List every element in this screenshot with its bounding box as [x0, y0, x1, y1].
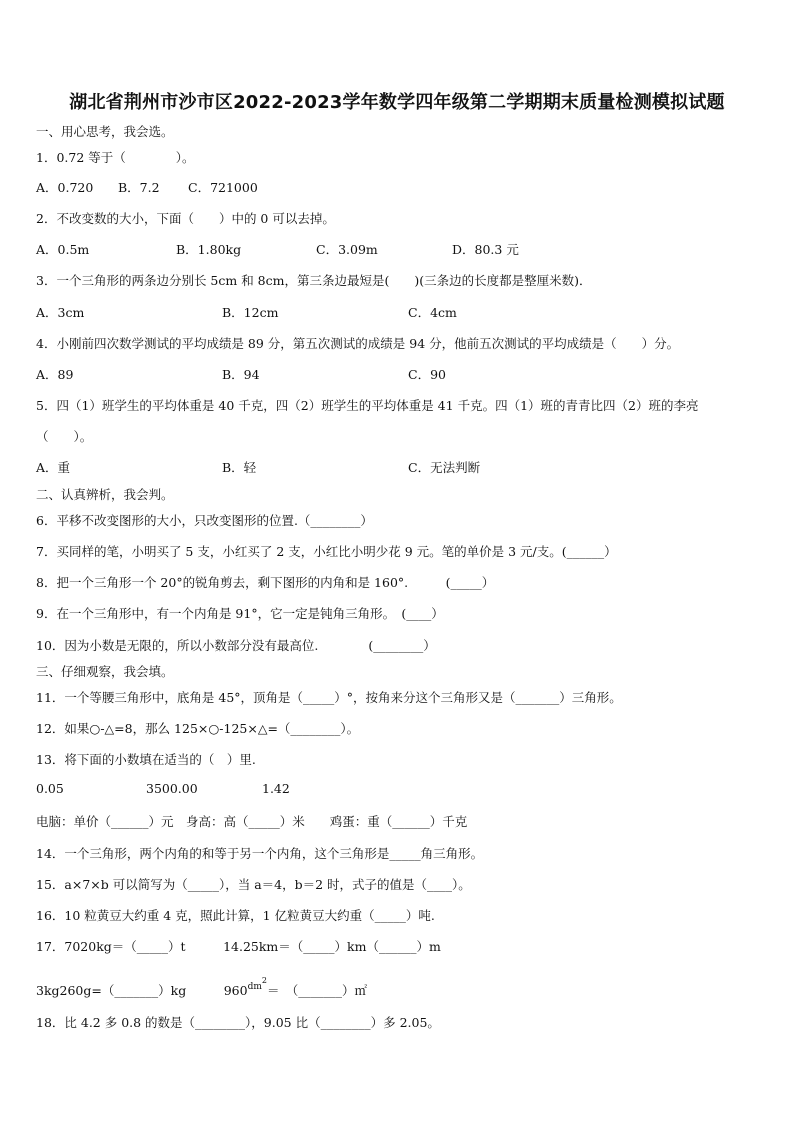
question-5-continuation: （ ）。 — [36, 429, 93, 444]
q4-option-b: B．94 — [222, 367, 260, 382]
question-8: 8．把一个三角形一个 20°的锐角剪去，剩下图形的内角和是 160°. (_____） — [36, 575, 495, 590]
section-heading: 三、仔细观察，我会填。 — [36, 664, 174, 679]
question-5: 5．四（1）班学生的平均体重是 40 千克，四（2）班学生的平均体重是 41 千克。四（1）班的青青比四（2）班的李亮 — [36, 398, 699, 413]
q5-option-c: C．无法判断 — [408, 460, 481, 475]
question-14: 14．一个三角形，两个内角的和等于另一个内角，这个三角形是_____角三角形。 — [36, 846, 484, 861]
question-12: 12．如果○-△=8，那么 125×○-125×△=（________）。 — [36, 721, 360, 736]
q13-number-2: 3500.00 — [146, 781, 198, 796]
section-heading: 二、认真辨析，我会判。 — [36, 487, 174, 502]
question-17-second-line — [36, 976, 367, 999]
question-11: 11．一个等腰三角形中，底角是 45°，顶角是（_____）°，按角来分这个三角形又是（_______）三角形。 — [36, 690, 622, 705]
question-3: 3．一个三角形的两条边分别长 5cm 和 8cm，第三条边最短是( )(三条边的长度都是整厘米数)． — [36, 273, 592, 288]
q17-unit: dm — [247, 982, 262, 992]
q1-option-b: B．7.2 — [118, 180, 160, 195]
page-title: 湖北省荆州市沙市区2022-2023学年数学四年级第二学期期末质量检测模拟试题 — [69, 92, 725, 113]
question-10: 10．因为小数是无限的，所以小数部分没有最高位. (________） — [36, 638, 436, 653]
question-2: 2．不改变数的大小，下面（ ）中的 0 可以去掉。 — [36, 211, 335, 226]
q13-number-3: 1.42 — [262, 781, 290, 796]
question-15: 15．a×7×b 可以简写为（_____），当 a＝4，b＝2 时，式子的值是（____）。 — [36, 877, 471, 892]
question-17: 17．7020kg＝（_____）t 14.25km＝（_____）km（______）m — [36, 939, 441, 954]
q3-option-c: C．4cm — [408, 305, 457, 320]
q2-option-b: B．1.80kg — [176, 242, 242, 257]
q17-part-b: 3kg260g=（_______）kg 960 — [36, 983, 248, 998]
question-7: 7．买同样的笔，小明买了 5 支，小红买了 2 支，小红比小明少花 9 元。笔的单价是 3 元/支。(______） — [36, 544, 617, 559]
q3-option-a: A．3cm — [36, 305, 85, 320]
question-13: 13．将下面的小数填在适当的（ ）里. — [36, 752, 256, 767]
q1-option-a: A．0.720 — [36, 180, 94, 195]
q4-option-a: A．89 — [36, 367, 74, 382]
question-1: 1．0.72 等于（ ）。 — [36, 150, 195, 165]
q2-option-c: C．3.09m — [316, 242, 378, 257]
q17-part-c: ＝ （_______）㎡ — [266, 983, 367, 998]
q1-option-c: C．721000 — [188, 180, 258, 195]
q5-option-a: A．重 — [36, 460, 71, 475]
question-13-blanks: 电脑：单价（______）元 身高：高（_____）米 鸡蛋：重（______）千克 — [36, 814, 468, 829]
q17-superscript: 2 — [261, 976, 267, 985]
section-heading: 一、用心思考，我会选。 — [36, 124, 174, 139]
q13-number-1: 0.05 — [36, 781, 64, 796]
question-16: 16．10 粒黄豆大约重 4 克，照此计算，1 亿粒黄豆大约重（_____）吨. — [36, 908, 435, 923]
question-6: 6．平移不改变图形的大小，只改变图形的位置.（________） — [36, 513, 373, 528]
q5-option-b: B．轻 — [222, 460, 257, 475]
q2-option-d: D．80.3 元 — [452, 242, 519, 257]
question-4: 4．小刚前四次数学测试的平均成绩是 89 分，第五次测试的成绩是 94 分，他前五次测试的平均成绩是（ ）分。 — [36, 336, 680, 351]
q3-option-b: B．12cm — [222, 305, 279, 320]
question-18: 18．比 4.2 多 0.8 的数是（________），9.05 比（________）多 2.05。 — [36, 1015, 440, 1030]
question-9: 9．在一个三角形中，有一个内角是 91°，它一定是钝角三角形。 (____） — [36, 606, 444, 621]
q4-option-c: C．90 — [408, 367, 446, 382]
q2-option-a: A．0.5m — [36, 242, 90, 257]
